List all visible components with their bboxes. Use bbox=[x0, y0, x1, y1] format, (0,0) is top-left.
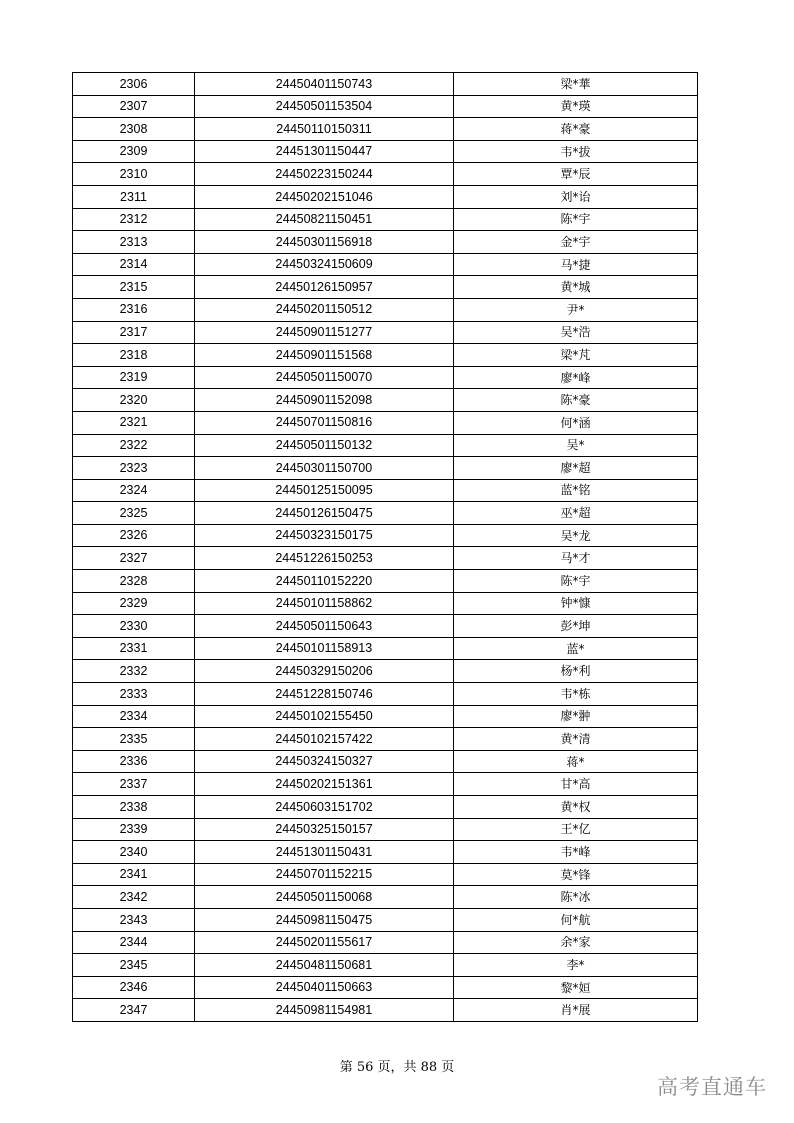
exam-id: 24451301150447 bbox=[195, 140, 454, 163]
exam-id: 24450125150095 bbox=[195, 479, 454, 502]
candidate-name: 马*才 bbox=[454, 547, 698, 570]
exam-id: 24450102155450 bbox=[195, 705, 454, 728]
exam-id: 24450325150157 bbox=[195, 818, 454, 841]
table-row bbox=[73, 208, 698, 231]
table-row bbox=[73, 660, 698, 683]
exam-id: 24451228150746 bbox=[195, 683, 454, 706]
table-row bbox=[73, 524, 698, 547]
candidate-name: 黄*瑛 bbox=[454, 95, 698, 118]
candidate-name: 马*捷 bbox=[454, 253, 698, 276]
row-number: 2333 bbox=[73, 683, 195, 706]
row-number: 2313 bbox=[73, 231, 195, 254]
table-row bbox=[73, 908, 698, 931]
table-row bbox=[73, 434, 698, 457]
candidate-name: 蓝* bbox=[454, 637, 698, 660]
row-number: 2330 bbox=[73, 615, 195, 638]
row-number: 2327 bbox=[73, 547, 195, 570]
candidate-name: 廖*峰 bbox=[454, 366, 698, 389]
table-row bbox=[73, 931, 698, 954]
exam-id: 24450901151277 bbox=[195, 321, 454, 344]
table-row bbox=[73, 886, 698, 909]
table-row bbox=[73, 185, 698, 208]
row-number: 2324 bbox=[73, 479, 195, 502]
table-row bbox=[73, 841, 698, 864]
exam-id: 24450110150311 bbox=[195, 118, 454, 141]
exam-id: 24450201150512 bbox=[195, 298, 454, 321]
exam-id: 24450126150957 bbox=[195, 276, 454, 299]
candidate-name: 黄*城 bbox=[454, 276, 698, 299]
candidate-name: 蒋* bbox=[454, 750, 698, 773]
table-row bbox=[73, 389, 698, 412]
exam-id: 24451226150253 bbox=[195, 547, 454, 570]
table-row bbox=[73, 637, 698, 660]
candidate-name: 甘*高 bbox=[454, 773, 698, 796]
exam-id: 24450324150327 bbox=[195, 750, 454, 773]
candidate-name: 巫*超 bbox=[454, 502, 698, 525]
table-row bbox=[73, 163, 698, 186]
table-row bbox=[73, 773, 698, 796]
row-number: 2319 bbox=[73, 366, 195, 389]
exam-id: 24450401150663 bbox=[195, 976, 454, 999]
table-row bbox=[73, 298, 698, 321]
exam-id: 24450202151361 bbox=[195, 773, 454, 796]
row-number: 2322 bbox=[73, 434, 195, 457]
exam-id: 24450501150068 bbox=[195, 886, 454, 909]
exam-id: 24450329150206 bbox=[195, 660, 454, 683]
table-row bbox=[73, 976, 698, 999]
candidate-name: 廖*翀 bbox=[454, 705, 698, 728]
table-row bbox=[73, 547, 698, 570]
row-number: 2307 bbox=[73, 95, 195, 118]
row-number: 2340 bbox=[73, 841, 195, 864]
exam-id: 24450821150451 bbox=[195, 208, 454, 231]
candidate-name: 韦*拔 bbox=[454, 140, 698, 163]
row-number: 2335 bbox=[73, 728, 195, 751]
exam-id: 24450110152220 bbox=[195, 570, 454, 593]
row-number: 2311 bbox=[73, 185, 195, 208]
watermark: 高考直通车 bbox=[657, 1075, 767, 1099]
row-number: 2323 bbox=[73, 457, 195, 480]
table-row bbox=[73, 796, 698, 819]
exam-id: 24450603151702 bbox=[195, 796, 454, 819]
table-row bbox=[73, 615, 698, 638]
table-row bbox=[73, 818, 698, 841]
row-number: 2308 bbox=[73, 118, 195, 141]
row-number: 2314 bbox=[73, 253, 195, 276]
exam-id: 24451301150431 bbox=[195, 841, 454, 864]
row-number: 2346 bbox=[73, 976, 195, 999]
candidate-name: 黄*清 bbox=[454, 728, 698, 751]
table-row bbox=[73, 479, 698, 502]
row-number: 2315 bbox=[73, 276, 195, 299]
candidate-name: 刘*诒 bbox=[454, 185, 698, 208]
row-number: 2334 bbox=[73, 705, 195, 728]
candidate-name: 杨*利 bbox=[454, 660, 698, 683]
table-row bbox=[73, 118, 698, 141]
row-number: 2320 bbox=[73, 389, 195, 412]
candidate-name: 余*家 bbox=[454, 931, 698, 954]
table-row bbox=[73, 954, 698, 977]
exam-id: 24450981154981 bbox=[195, 999, 454, 1022]
exam-id: 24450324150609 bbox=[195, 253, 454, 276]
roster-body bbox=[73, 73, 698, 1022]
exam-id: 24450126150475 bbox=[195, 502, 454, 525]
candidate-name: 彭*坤 bbox=[454, 615, 698, 638]
row-number: 2316 bbox=[73, 298, 195, 321]
exam-id: 24450981150475 bbox=[195, 908, 454, 931]
exam-id: 24450223150244 bbox=[195, 163, 454, 186]
row-number: 2338 bbox=[73, 796, 195, 819]
row-number: 2306 bbox=[73, 73, 195, 96]
exam-id: 24450701150816 bbox=[195, 411, 454, 434]
table-row bbox=[73, 570, 698, 593]
table-row bbox=[73, 705, 698, 728]
table-row bbox=[73, 502, 698, 525]
candidate-name: 肖*展 bbox=[454, 999, 698, 1022]
exam-id: 24450501150070 bbox=[195, 366, 454, 389]
candidate-name: 钟*慷 bbox=[454, 592, 698, 615]
candidate-name: 王*亿 bbox=[454, 818, 698, 841]
table-row bbox=[73, 411, 698, 434]
table-row bbox=[73, 344, 698, 367]
candidate-name: 黎*姮 bbox=[454, 976, 698, 999]
row-number: 2310 bbox=[73, 163, 195, 186]
exam-id: 24450481150681 bbox=[195, 954, 454, 977]
candidate-name: 黄*权 bbox=[454, 796, 698, 819]
table-row bbox=[73, 999, 698, 1022]
exam-id: 24450301150700 bbox=[195, 457, 454, 480]
exam-id: 24450901151568 bbox=[195, 344, 454, 367]
row-number: 2339 bbox=[73, 818, 195, 841]
exam-id: 24450323150175 bbox=[195, 524, 454, 547]
row-number: 2325 bbox=[73, 502, 195, 525]
candidate-name: 莫*锋 bbox=[454, 863, 698, 886]
row-number: 2326 bbox=[73, 524, 195, 547]
exam-id: 24450201155617 bbox=[195, 931, 454, 954]
candidate-name: 梁*華 bbox=[454, 73, 698, 96]
row-number: 2332 bbox=[73, 660, 195, 683]
candidate-name: 蒋*豪 bbox=[454, 118, 698, 141]
row-number: 2345 bbox=[73, 954, 195, 977]
row-number: 2331 bbox=[73, 637, 195, 660]
candidate-name: 陈*冰 bbox=[454, 886, 698, 909]
row-number: 2337 bbox=[73, 773, 195, 796]
exam-id: 24450202151046 bbox=[195, 185, 454, 208]
row-number: 2342 bbox=[73, 886, 195, 909]
candidate-name: 梁*芃 bbox=[454, 344, 698, 367]
row-number: 2317 bbox=[73, 321, 195, 344]
candidate-name: 吴*浩 bbox=[454, 321, 698, 344]
candidate-name: 陈*豪 bbox=[454, 389, 698, 412]
row-number: 2328 bbox=[73, 570, 195, 593]
exam-id: 24450701152215 bbox=[195, 863, 454, 886]
row-number: 2312 bbox=[73, 208, 195, 231]
candidate-name: 李* bbox=[454, 954, 698, 977]
exam-id: 24450401150743 bbox=[195, 73, 454, 96]
candidate-name: 陈*宇 bbox=[454, 208, 698, 231]
row-number: 2336 bbox=[73, 750, 195, 773]
row-number: 2341 bbox=[73, 863, 195, 886]
exam-id: 24450101158862 bbox=[195, 592, 454, 615]
candidate-name: 何*涵 bbox=[454, 411, 698, 434]
exam-id: 24450501153504 bbox=[195, 95, 454, 118]
table-row bbox=[73, 73, 698, 96]
table-row bbox=[73, 457, 698, 480]
candidate-name: 吴*龙 bbox=[454, 524, 698, 547]
table-row bbox=[73, 95, 698, 118]
row-number: 2321 bbox=[73, 411, 195, 434]
table-row bbox=[73, 592, 698, 615]
row-number: 2343 bbox=[73, 908, 195, 931]
candidate-name: 何*航 bbox=[454, 908, 698, 931]
table-row bbox=[73, 253, 698, 276]
row-number: 2347 bbox=[73, 999, 195, 1022]
candidate-name: 覃*辰 bbox=[454, 163, 698, 186]
row-number: 2344 bbox=[73, 931, 195, 954]
table-row bbox=[73, 366, 698, 389]
table-row bbox=[73, 728, 698, 751]
row-number: 2329 bbox=[73, 592, 195, 615]
table-row bbox=[73, 863, 698, 886]
exam-id: 24450101158913 bbox=[195, 637, 454, 660]
candidate-name: 金*宇 bbox=[454, 231, 698, 254]
candidate-name: 廖*超 bbox=[454, 457, 698, 480]
table-row bbox=[73, 321, 698, 344]
row-number: 2309 bbox=[73, 140, 195, 163]
candidate-name: 陈*宇 bbox=[454, 570, 698, 593]
row-number: 2318 bbox=[73, 344, 195, 367]
roster-table bbox=[72, 72, 698, 1022]
exam-id: 24450501150132 bbox=[195, 434, 454, 457]
exam-id: 24450102157422 bbox=[195, 728, 454, 751]
table-row bbox=[73, 750, 698, 773]
table-row bbox=[73, 140, 698, 163]
exam-id: 24450901152098 bbox=[195, 389, 454, 412]
page-footer: 第 56 页，共 88 页 bbox=[339, 1060, 455, 1075]
candidate-name: 吴* bbox=[454, 434, 698, 457]
table-row bbox=[73, 231, 698, 254]
candidate-name: 蓝*铭 bbox=[454, 479, 698, 502]
exam-id: 24450301156918 bbox=[195, 231, 454, 254]
candidate-name: 韦*栋 bbox=[454, 683, 698, 706]
candidate-name: 尹* bbox=[454, 298, 698, 321]
candidate-name: 韦*峰 bbox=[454, 841, 698, 864]
table-row bbox=[73, 276, 698, 299]
table-row bbox=[73, 683, 698, 706]
exam-id: 24450501150643 bbox=[195, 615, 454, 638]
